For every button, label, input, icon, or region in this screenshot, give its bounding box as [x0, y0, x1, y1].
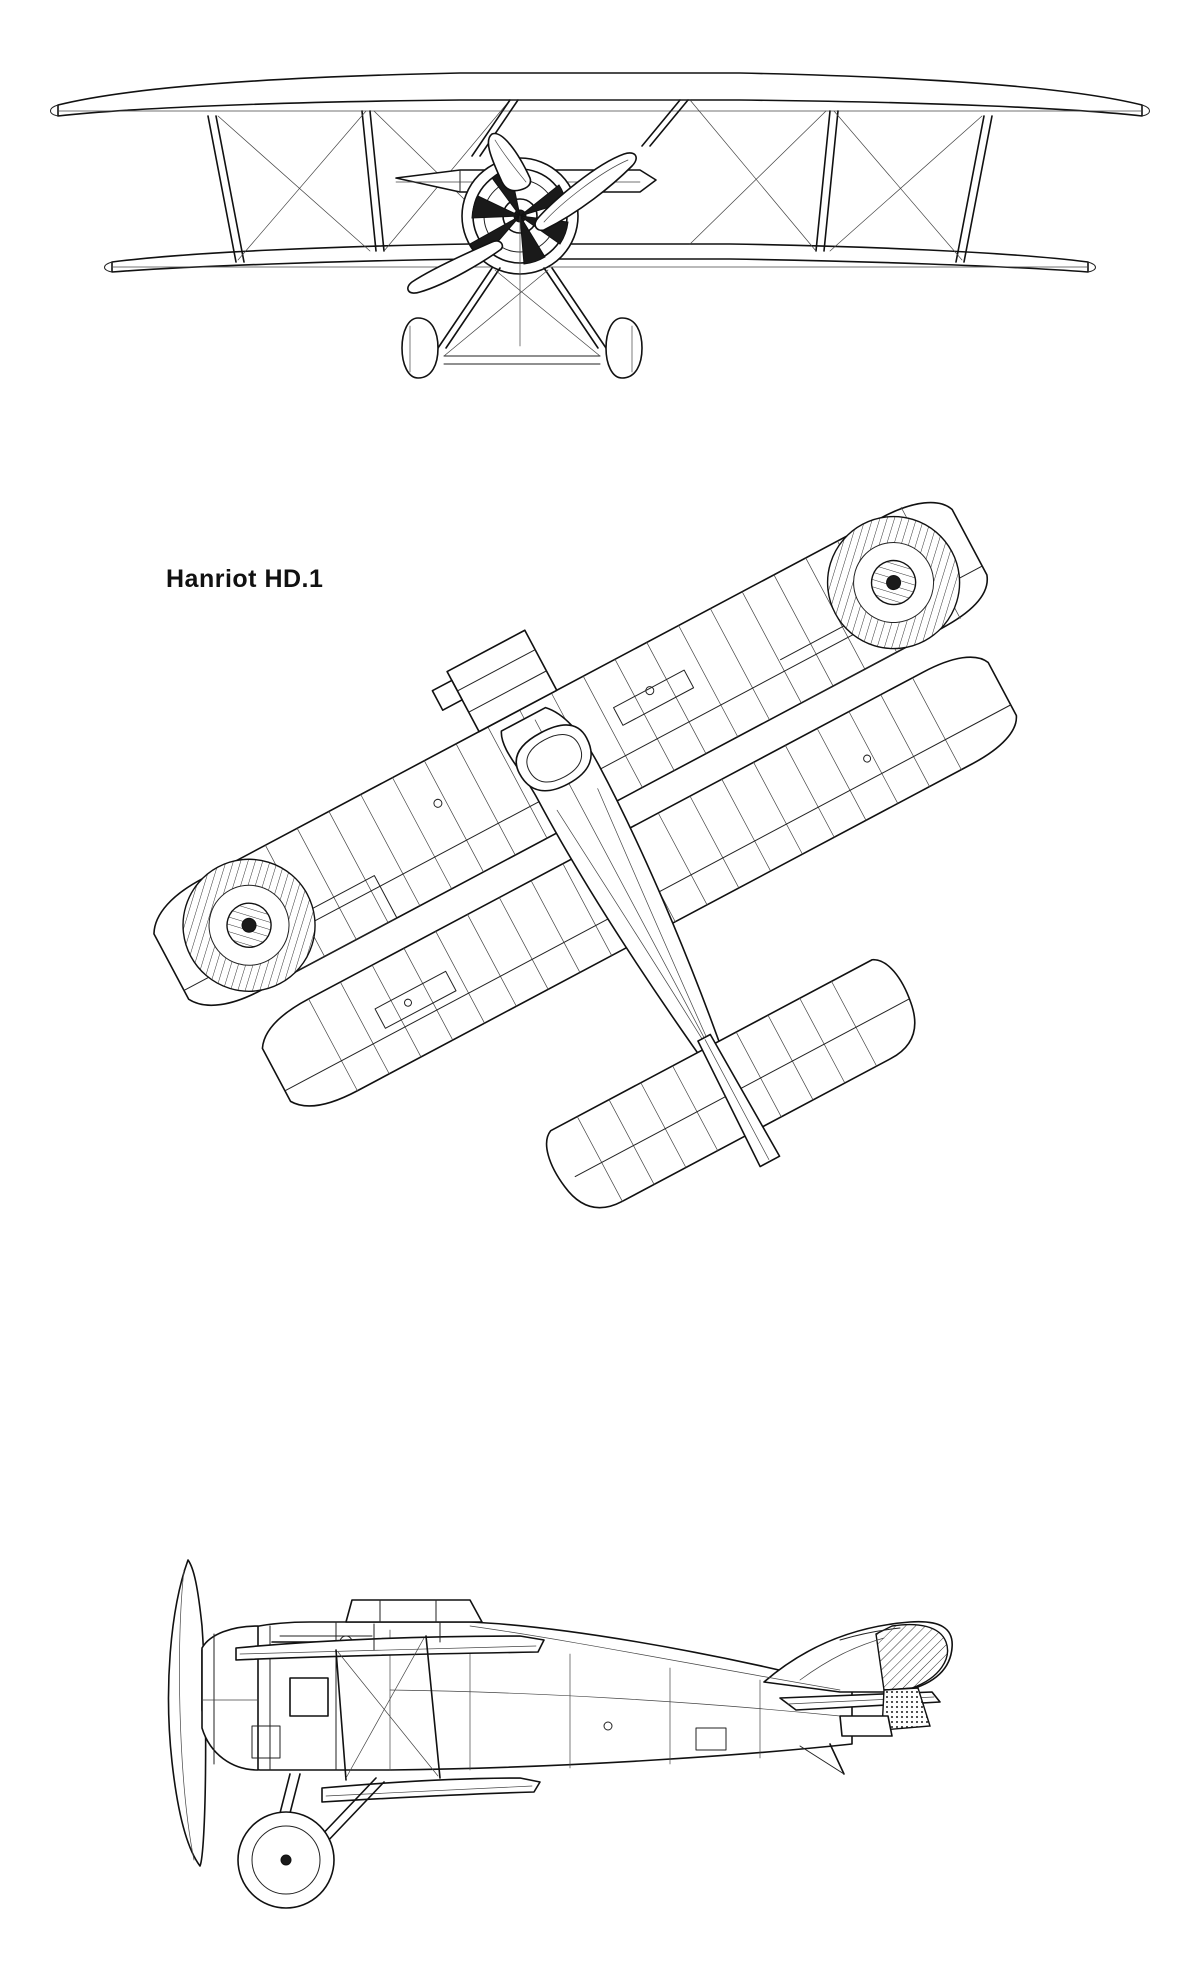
front-interplane-struts-left	[208, 111, 384, 262]
side-lower-wing	[322, 1778, 540, 1802]
front-upper-wing	[51, 73, 1150, 116]
page-title: Hanriot HD.1	[166, 565, 324, 593]
plan-view	[40, 410, 1160, 1210]
side-view-drawing	[140, 1530, 1080, 1970]
front-view-drawing	[40, 30, 1160, 380]
plan-view-drawing	[40, 410, 1160, 1210]
front-lower-wing	[105, 244, 1096, 272]
front-view	[40, 30, 1160, 380]
side-propeller	[169, 1560, 206, 1866]
side-view	[140, 1530, 1080, 1970]
front-interplane-struts-right	[816, 111, 992, 262]
